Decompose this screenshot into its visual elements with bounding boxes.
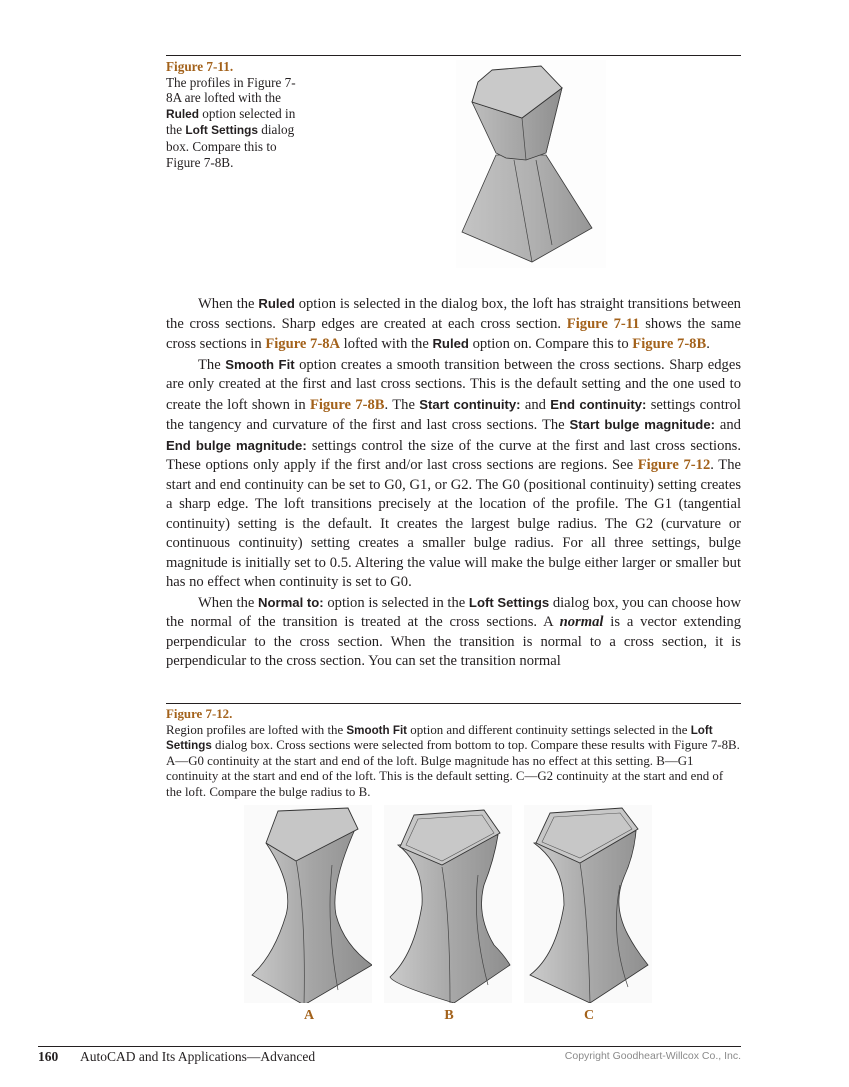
figure-7-11-label: Figure 7-11. <box>166 59 234 74</box>
text: When the <box>198 594 259 611</box>
xref-figure-7-11[interactable]: Figure 7-11 <box>566 315 640 332</box>
term-ruled: Ruled <box>258 296 295 311</box>
caption-bold-loft-settings: Loft Settings <box>185 123 258 138</box>
term-smooth-fit: Smooth Fit <box>225 356 295 372</box>
figure-7-12-panel-b <box>384 805 512 1003</box>
text: The <box>198 356 226 373</box>
caption-text: option selected in the <box>166 105 296 138</box>
term-end-bulge-magnitude: End bulge magnitude: <box>166 437 307 453</box>
text: . The <box>384 396 420 413</box>
g2-loft-shape-icon <box>524 805 652 1003</box>
term-normal: normal <box>559 614 604 630</box>
copyright-notice: Copyright Goodheart-Willcox Co., Inc. <box>564 1050 741 1062</box>
figure-7-12-label: Figure 7-12. <box>166 707 233 721</box>
caption-bold-loft-settings: Loft Settings <box>166 723 713 752</box>
term-ruled: Ruled <box>432 336 469 351</box>
page-number: 160 <box>38 1049 59 1064</box>
text: settings control the size of the curve at the first and last cross sections. These options only apply if the first and/or last cross sections are regions. See <box>166 437 741 473</box>
text: is a vector extending perpendicular to the cross section. When the transition is normal to a cross section, it is perpendicular to the cross section. You can set the transition normal <box>166 614 741 669</box>
text: dialog box, you can choose how the normal of the transition is treated at the cross sections. A <box>166 594 741 630</box>
figure-7-11-caption <box>166 59 306 170</box>
panel-label-a: A <box>303 1008 315 1023</box>
figure-7-12-caption <box>166 707 741 800</box>
text: option is selected in the dialog box, the loft has straight transitions between the cross sections. Sharp edges are created at each cross section. <box>166 296 741 332</box>
caption-bold-smooth-fit: Smooth Fit <box>346 723 408 737</box>
top-rule <box>166 55 741 56</box>
term-loft-settings: Loft Settings <box>468 594 550 610</box>
caption-text: dialog box. Cross sections were selected from bottom to top. Compare these results with Figure 7-8B. A—G0 continuity at the start and end of the loft. Bulge magnitude has no effect at this setting. B—G1 continuity at the start and end of the loft. This is the default setting. C—G2 continuity at the start and end of the loft. Compare the bulge radius to B. <box>166 738 740 799</box>
body-text <box>166 294 741 672</box>
text: . <box>706 336 710 352</box>
book-title: AutoCAD and Its Applications—Advanced <box>80 1049 316 1064</box>
text: and <box>715 417 741 433</box>
caption-text: Region profiles are lofted with the <box>166 722 347 737</box>
footer-rule <box>38 1046 741 1047</box>
caption-text: The profiles in Figure 7-8A are lofted with the <box>166 74 296 106</box>
paragraph-normal-to <box>166 593 741 672</box>
term-end-continuity: End continuity: <box>550 396 647 412</box>
paragraph-smooth-fit <box>166 355 741 593</box>
figure-7-11-image <box>456 60 606 268</box>
paragraph-ruled <box>166 294 741 355</box>
term-start-continuity: Start continuity: <box>419 396 521 412</box>
xref-figure-7-8b[interactable]: Figure 7-8B <box>309 396 385 413</box>
term-normal-to: Normal to: <box>258 594 324 610</box>
text: . The start and end continuity can be set to G0, G1, or G2. The G0 (positional continuity) setting creates a sharp edge. The loft transitions precisely at the location of the profile. The G1 (tangential continuity) setting is the default. It creates the largest bulge radius. The G2 (curvature or continuous continuity) setting creates a smaller bulge radius. For all three settings, bulge magnitude is initially set to 0.5. Altering the value will make the bulge either larger or smaller but has no effect when continuity is set to G0. <box>166 457 742 590</box>
text: settings control the tangency and curvature of the first and last cross sections. The <box>166 396 741 433</box>
panel-label-b: B <box>444 1008 454 1023</box>
g0-loft-shape-icon <box>244 805 372 1003</box>
ruled-loft-shape-icon <box>456 60 606 268</box>
xref-figure-7-8b[interactable]: Figure 7-8B <box>632 336 707 352</box>
text: option is selected in the <box>323 594 469 611</box>
text: and <box>520 396 551 413</box>
text: lofted with the <box>340 336 433 352</box>
text: option creates a smooth transition between the cross sections. Sharp edges are only created at the first and last cross sections. This is the default setting and the one used to create the loft shown in <box>166 356 741 413</box>
caption-text: option and different continuity settings selected in the <box>407 722 691 737</box>
figure-7-12-panel-c <box>524 805 652 1003</box>
figure-7-12-panel-a <box>244 805 372 1003</box>
xref-figure-7-12[interactable]: Figure 7-12 <box>637 457 711 473</box>
g1-loft-shape-icon <box>384 805 512 1003</box>
panel-label-c: C <box>583 1008 595 1023</box>
xref-figure-7-8a[interactable]: Figure 7-8A <box>265 336 341 352</box>
text: When the <box>198 296 259 312</box>
term-start-bulge-magnitude: Start bulge magnitude: <box>569 417 715 432</box>
figure-7-12-rule <box>166 703 741 704</box>
text: shows the same cross sections in <box>166 315 741 352</box>
text: option on. Compare this to <box>468 336 633 352</box>
caption-bold-ruled: Ruled <box>166 106 199 121</box>
caption-text: dialog box. Compare this to Figure 7-8B. <box>166 122 295 170</box>
